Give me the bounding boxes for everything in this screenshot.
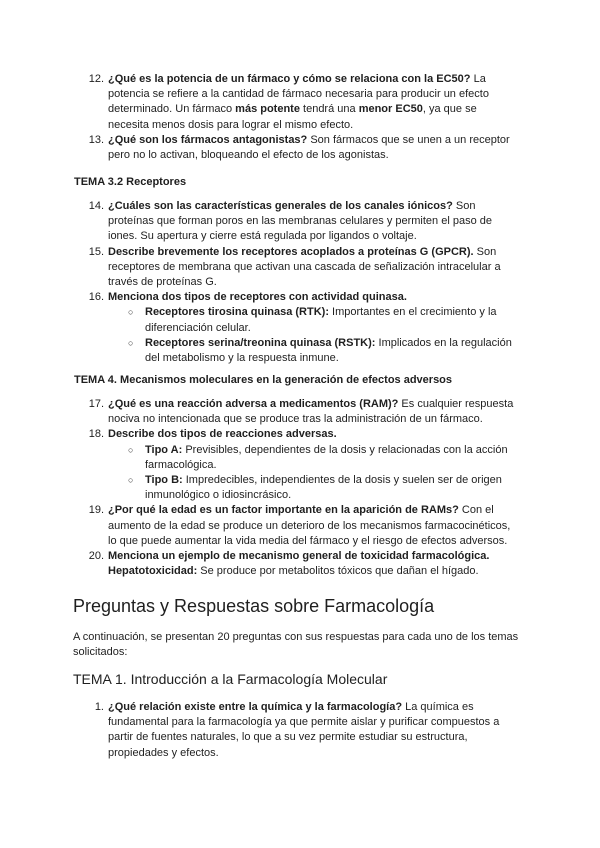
sub-item-term: Receptores serina/treonina quinasa (RSTK):: [145, 336, 376, 349]
question-text: Describe brevemente los receptores acoplados a proteínas G (GPCR).: [108, 245, 474, 258]
section-heading-1: TEMA 1. Introducción a la Farmacología Molecular: [73, 671, 388, 687]
question-list-3: [0, 397, 600, 579]
question-number: 16.: [88, 291, 104, 304]
question-number: 13.: [88, 133, 104, 146]
answer-text: Son receptores de membrana que activan una cascada de señalización intracelular a través de proteínas G.: [108, 245, 501, 289]
question-number: 14.: [88, 200, 104, 212]
answer-text: Son fármacos que se unen a un receptor pero no lo activan, bloqueando el efecto de los agonistas.: [108, 133, 510, 162]
answer-text: La potencia se refiere a la cantidad de fármaco necesaria para producir un efecto determinado. Un fármaco: [108, 73, 489, 116]
answer-text: Es cualquier respuesta nociva no intencionada que se produce tras la administración de un fármaco.: [108, 398, 514, 426]
answer-emphasis: menor EC50: [358, 103, 423, 116]
sub-item: [0, 336, 600, 366]
sub-item: [0, 443, 600, 473]
question-number: 1.: [94, 701, 104, 713]
question-19: [0, 503, 600, 549]
answer-text: tendrá una: [299, 103, 359, 116]
sub-item: [0, 305, 600, 335]
sub-list-16: [0, 305, 600, 366]
question-20: [0, 549, 600, 579]
question-number: 15.: [88, 245, 104, 258]
question-17: [0, 397, 600, 427]
question-text: ¿Cuáles son las características generales de los canales iónicos?: [108, 200, 453, 212]
answer-text: Se produce por metabolitos tóxicos que dañan el hígado.: [197, 565, 479, 578]
circle-bullet-icon: ○: [128, 337, 134, 348]
sub-item-desc: Previsibles, dependientes de la dosis y relacionadas con la acción farmacológica.: [145, 443, 508, 471]
answer-text: Con el aumento de la edad se produce un deterioro de los mecanismos farmacocinéticos, lo que puede aumentar la vida media del fármaco y el riesgo de efectos adversos.: [108, 504, 511, 547]
sub-item-desc: Implicados en la regulación del metabolismo y la respuesta inmune.: [145, 336, 512, 365]
circle-bullet-icon: ○: [128, 444, 134, 455]
sub-item-term: Receptores tirosina quinasa (RTK):: [145, 306, 329, 319]
circle-bullet-icon: ○: [128, 307, 134, 318]
sub-item-desc: Impredecibles, independientes de la dosis y suelen ser de origen inmunológico o idiosincrásico.: [145, 474, 502, 502]
sub-list-18: [0, 443, 600, 504]
question-12: [0, 72, 600, 133]
question-text: Describe dos tipos de reacciones adversas.: [108, 428, 337, 441]
answer-emphasis: más potente: [235, 103, 300, 116]
question-list-1: [0, 72, 600, 163]
section-heading-4: TEMA 4. Mecanismos moleculares en la generación de efectos adversos: [74, 374, 453, 386]
question-text: Menciona dos tipos de receptores con actividad quinasa.: [108, 291, 407, 304]
question-18: [0, 427, 600, 442]
sub-item: [0, 473, 600, 503]
question-text: ¿Qué es una reacción adversa a medicamentos (RAM)?: [108, 398, 399, 410]
question-14: [0, 199, 600, 245]
question-number: 12.: [88, 73, 104, 85]
question-list-4: [0, 700, 600, 761]
question-number: 18.: [88, 428, 104, 441]
sub-item-desc: Importantes en el crecimiento y la diferenciación celular.: [145, 306, 497, 334]
question-list-2: [0, 199, 600, 366]
question-number: 17.: [88, 398, 104, 410]
answer-text: Son proteínas que forman poros en las membranas celulares y permiten el paso de iones. Su apertura y cierre está regulada por ligandos o voltaje.: [108, 200, 492, 243]
answer-term: Hepatotoxicidad:: [108, 565, 198, 578]
section-heading-3-2: TEMA 3.2 Receptores: [74, 176, 187, 188]
answer-text: , ya que se necesita menos dosis para lograr el mismo efecto.: [108, 103, 477, 131]
question-number: 19.: [88, 504, 104, 517]
question-13: [0, 133, 600, 163]
question-number: 20.: [88, 550, 104, 563]
intro-paragraph: A continuación, se presentan 20 preguntas con sus respuestas para cada uno de los temas solicitados:: [73, 631, 519, 659]
question-text: ¿Qué es la potencia de un fármaco y cómo se relaciona con la EC50?: [108, 73, 471, 85]
page-title: Preguntas y Respuestas sobre Farmacología: [73, 596, 435, 616]
question-text: ¿Qué relación existe entre la química y la farmacología?: [108, 701, 403, 713]
sub-item-term: Tipo A:: [145, 443, 183, 456]
question-text: Menciona un ejemplo de mecanismo general de toxicidad farmacológica.: [108, 550, 490, 563]
question-15: [0, 245, 600, 291]
question-16: [0, 290, 600, 305]
question-text: ¿Por qué la edad es un factor importante en la aparición de RAMs?: [108, 504, 459, 517]
sub-item-term: Tipo B:: [145, 474, 183, 487]
question-1: [0, 700, 600, 761]
question-text: ¿Qué son los fármacos antagonistas?: [108, 133, 308, 146]
circle-bullet-icon: ○: [128, 475, 134, 486]
answer-text: La química es fundamental para la farmacología ya que permite aislar y purificar compuestos a partir de fuentes naturales, lo que a su vez permite estudiar su estructura, propiedades y efectos.: [108, 701, 500, 759]
